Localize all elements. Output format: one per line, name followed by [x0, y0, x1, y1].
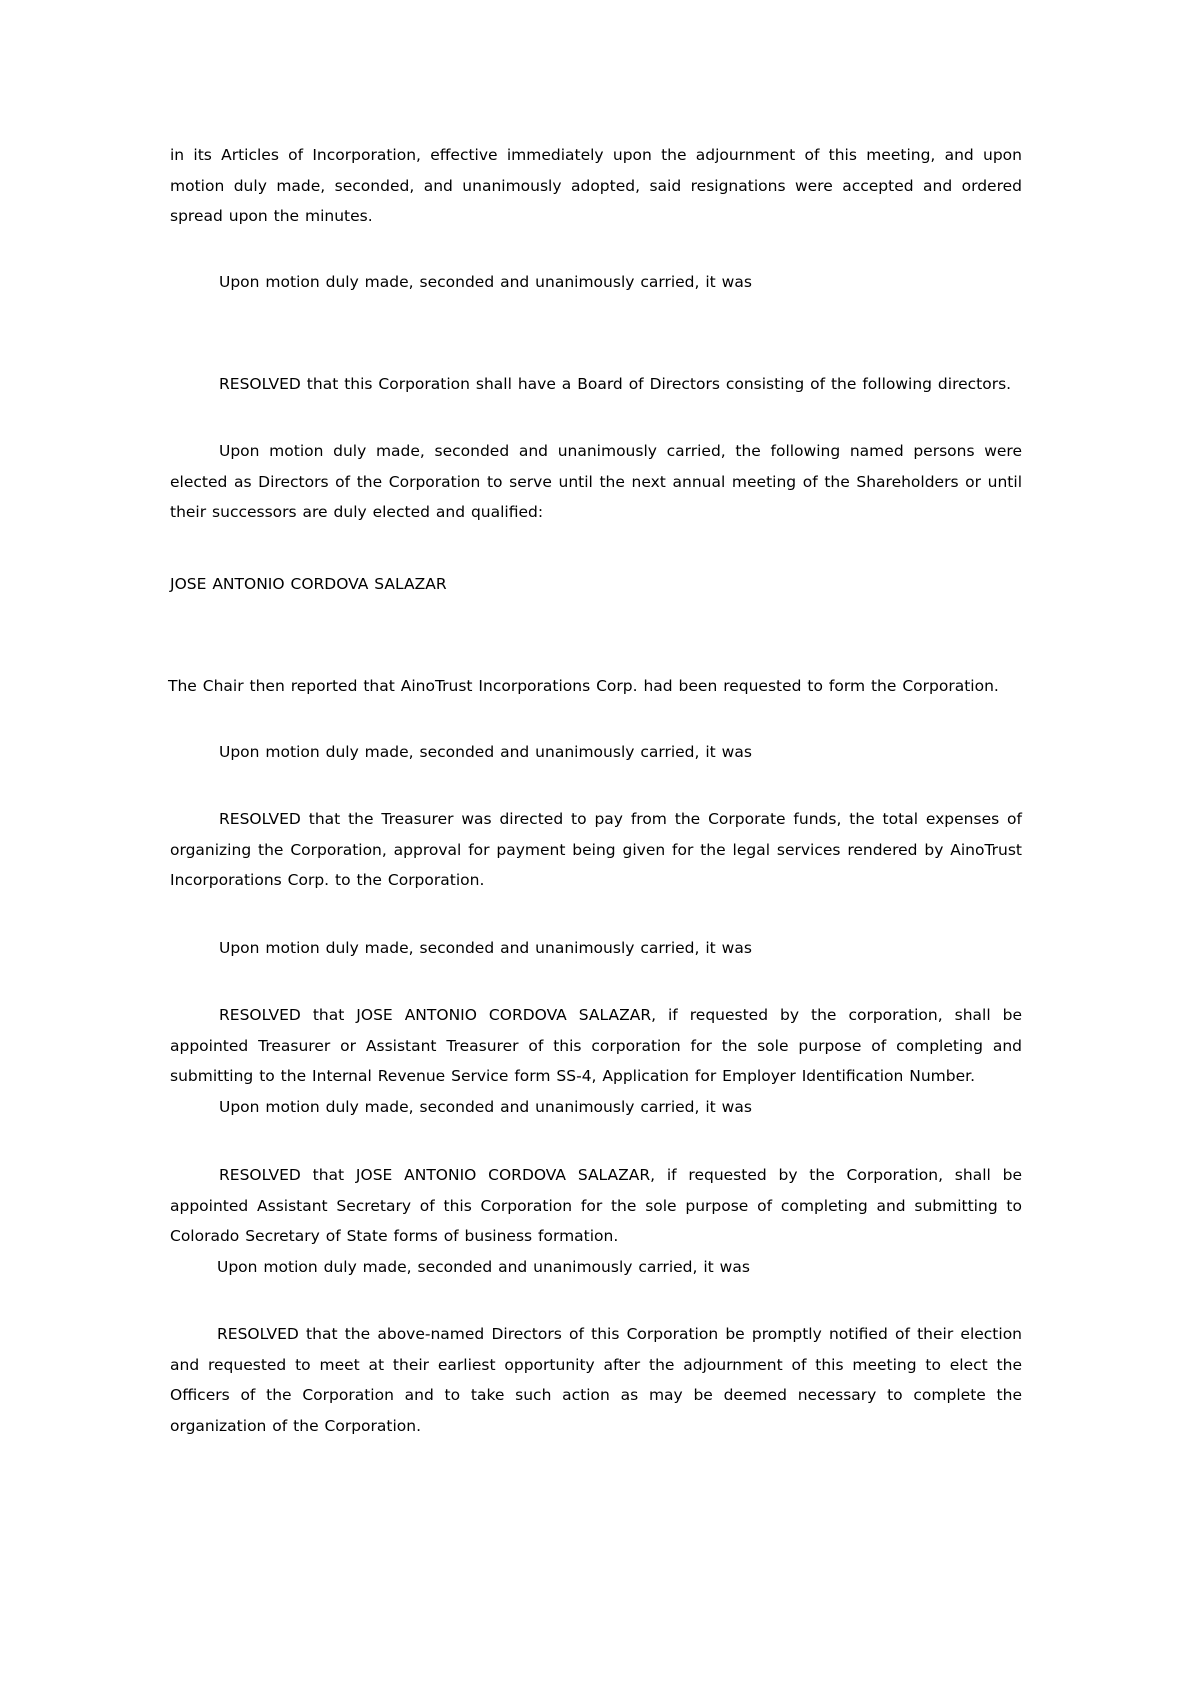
- paragraph-resignations-accepted: in its Articles of Incorporation, effective immediately upon the adjournment of this meeting, and upon motion duly made, seconded, and unanimously adopted, said resignations were accepted and ordered spread upon the minutes.: [170, 146, 1022, 225]
- paragraph-motion-2: Upon motion duly made, seconded and unanimously carried, it was: [219, 743, 752, 761]
- paragraph-motion-4: Upon motion duly made, seconded and unanimously carried, it was: [219, 1098, 752, 1116]
- paragraph-directors-elected: Upon motion duly made, seconded and unanimously carried, the following named persons were elected as Directors of the Corporation to serve until the next annual meeting of the Shareholders or until their successors are duly elected and qualified:: [170, 442, 1022, 521]
- paragraph-resolved-assistant-secretary: RESOLVED that JOSE ANTONIO CORDOVA SALAZAR, if requested by the Corporation, shall be appointed Assistant Secretary of this Corporation for the sole purpose of completing and submitting to Colorado Secretary of State forms of business formation.: [170, 1166, 1022, 1245]
- paragraph-chair-report: The Chair then reported that AinoTrust Incorporations Corp. had been requested to form the Corporation.: [168, 677, 999, 695]
- paragraph-motion-1: Upon motion duly made, seconded and unanimously carried, it was: [219, 273, 752, 291]
- paragraph-resolved-treasurer-expenses: RESOLVED that the Treasurer was directed to pay from the Corporate funds, the total expenses of organizing the Corporation, approval for payment being given for the legal services rendered by AinoTrust Incorporations Corp. to the Corporation.: [170, 810, 1022, 889]
- paragraph-resolved-notify-directors: RESOLVED that the above-named Directors of this Corporation be promptly notified of their election and requested to meet at their earliest opportunity after the adjournment of this meeting to elect the Officers of the Corporation and to take such action as may be deemed necessary to complete the organization of the Corporation.: [170, 1325, 1022, 1435]
- paragraph-motion-5: Upon motion duly made, seconded and unanimously carried, it was: [217, 1258, 750, 1276]
- paragraph-motion-3: Upon motion duly made, seconded and unanimously carried, it was: [219, 939, 752, 957]
- director-name: JOSE ANTONIO CORDOVA SALAZAR: [170, 575, 447, 593]
- paragraph-resolved-treasurer-ss4: RESOLVED that JOSE ANTONIO CORDOVA SALAZAR, if requested by the corporation, shall be appointed Treasurer or Assistant Treasurer of this corporation for the sole purpose of completing and submitting to the Internal Revenue Service form SS-4, Application for Employer Identification Number.: [170, 1006, 1022, 1085]
- paragraph-resolved-board: RESOLVED that this Corporation shall have a Board of Directors consisting of the following directors.: [219, 375, 1012, 393]
